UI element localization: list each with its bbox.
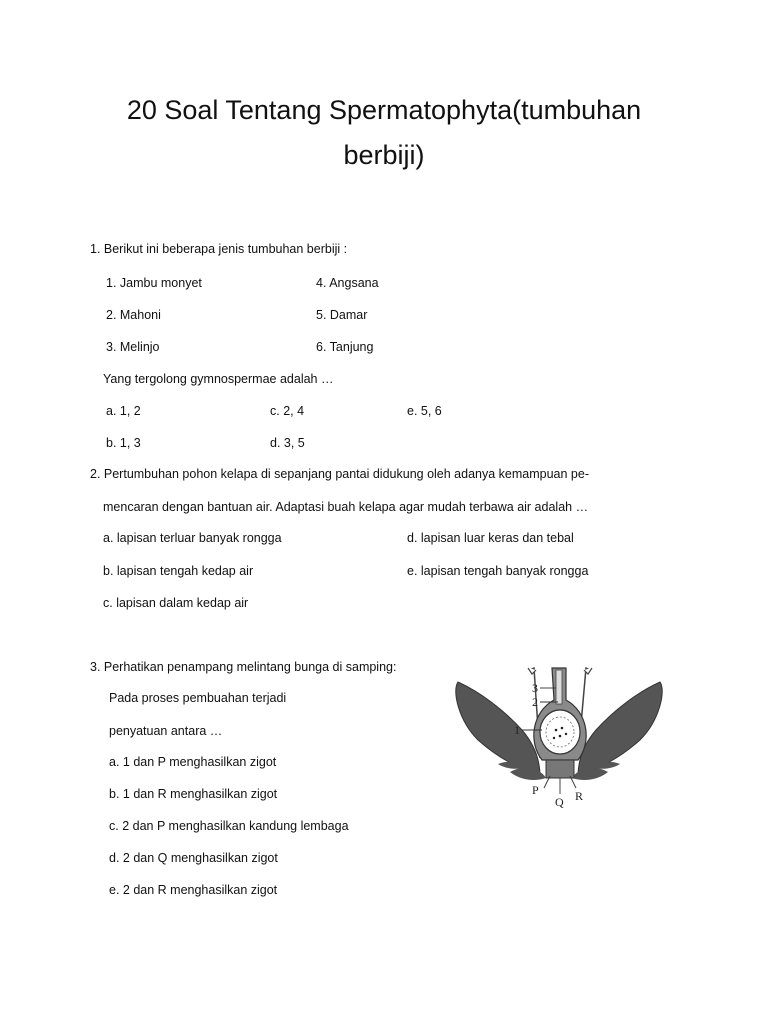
q2-stem-line-2: mencaran dengan bantuan air. Adaptasi buah kelapa agar mudah terbawa air adalah … [103,500,589,514]
q1-item-3: 3. Melinjo [106,340,160,354]
figure-label-q: Q [555,795,564,809]
q3-option-b: b. 1 dan R menghasilkan zigot [109,787,278,801]
figure-label-3: 3 [532,681,538,695]
q2-option-e: e. lapisan tengah banyak rongga [407,564,589,578]
q3-option-d: d. 2 dan Q menghasilkan zigot [109,851,278,865]
document-title [0,88,768,178]
q1-item-5: 5. Damar [316,308,368,322]
q3-line-2: penyatuan antara … [109,724,223,738]
q1-item-4: 4. Angsana [316,276,379,290]
q3-option-a: a. 1 dan P menghasilkan zigot [109,755,277,769]
q2-stem-line-1: 2. Pertumbuhan pohon kelapa di sepanjang pantai didukung oleh adanya kemampuan pe- [90,467,589,481]
q2-option-b: b. lapisan tengah kedap air [103,564,254,578]
q1-option-c: c. 2, 4 [270,404,305,418]
q3-stem: 3. Perhatikan penampang melintang bunga di samping: [90,660,397,674]
q3-option-c: c. 2 dan P menghasilkan kandung lembaga [109,819,349,833]
q2-option-d: d. lapisan luar keras dan tebal [407,531,574,545]
q1-option-b: b. 1, 3 [106,436,141,450]
q3-line-1: Pada proses pembuahan terjadi [109,691,287,705]
q1-item-6: 6. Tanjung [316,340,374,354]
title-line-2: berbiji) [343,140,425,170]
q1-option-e: e. 5, 6 [407,404,442,418]
figure-label-1: 1 [514,723,520,737]
q1-option-d: d. 3, 5 [270,436,305,450]
flower-cross-section-figure [448,660,670,810]
q1-item-2: 2. Mahoni [106,308,161,322]
q2-option-a: a. lapisan terluar banyak rongga [103,531,282,545]
q3-option-e: e. 2 dan R menghasilkan zigot [109,883,278,897]
figure-label-r: R [575,789,584,803]
q1-item-1: 1. Jambu monyet [106,276,202,290]
title-line-1: 20 Soal Tentang Spermatophyta(tumbuhan [126,95,642,125]
q2-option-c: c. lapisan dalam kedap air [103,596,249,610]
q1-stem: 1. Berikut ini beberapa jenis tumbuhan berbiji : [90,242,348,256]
figure-label-p: P [532,783,539,797]
q1-option-a: a. 1, 2 [106,404,141,418]
q1-prompt: Yang tergolong gymnospermae adalah … [103,372,334,386]
figure-label-2: 2 [532,695,538,709]
